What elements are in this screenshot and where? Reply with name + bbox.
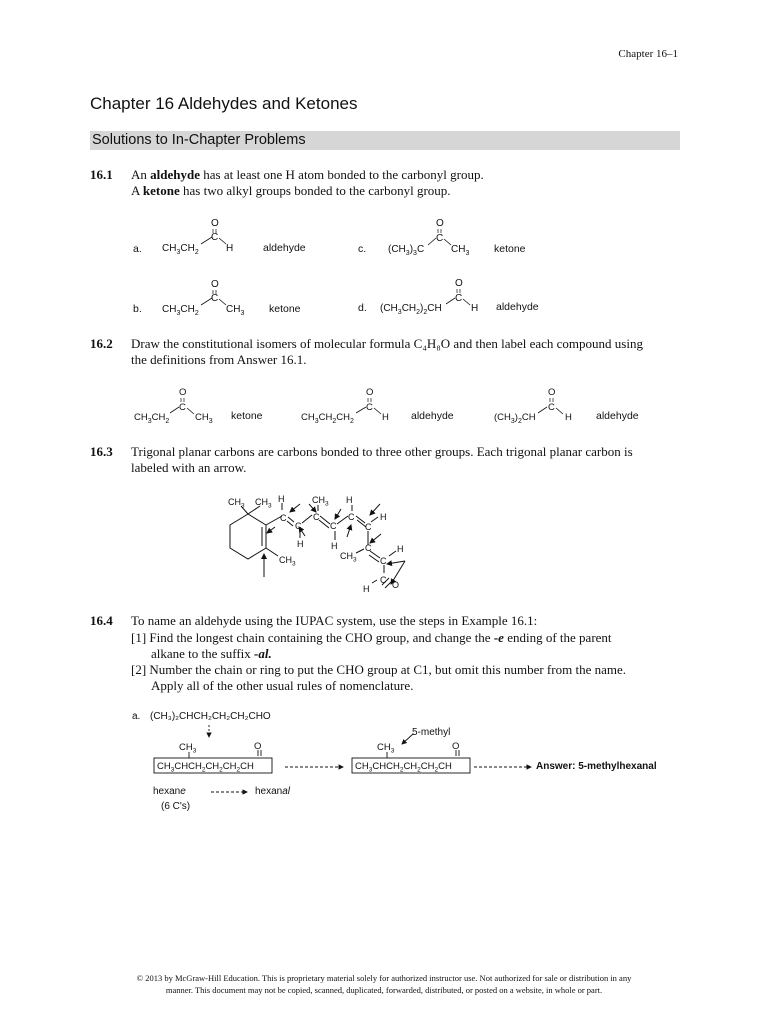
problem-number-16-4: 16.4 — [90, 613, 113, 628]
compound-label: ketone — [231, 410, 263, 422]
svg-text:O: O — [179, 387, 187, 398]
svg-text:O: O — [455, 278, 463, 289]
svg-text:H: H — [331, 541, 338, 551]
svg-text:H: H — [380, 512, 387, 522]
item-letter: a. — [133, 243, 142, 255]
svg-text:CH3: $CH_3$ — [226, 304, 245, 317]
svg-text:CH3CHCH2CH2CH2CH: $CH_3CHCH_2CH_2CH_2CH$ — [355, 761, 452, 774]
svg-text:C: C — [280, 513, 287, 523]
svg-text:H: H — [471, 303, 479, 314]
svg-text:C: C — [455, 293, 463, 304]
svg-text:CH3CH2: $CH_3CH_2$ — [162, 304, 199, 317]
svg-text:H: H — [397, 544, 404, 554]
part-a-formula: (CH₃)₂CHCH₂CH₂CH₂CHO — [150, 711, 271, 722]
svg-text:O: O — [436, 218, 444, 229]
p16-3-line1: Trigonal planar carbons are carbons bonded to three other groups. Each trigonal planar carbon is — [131, 444, 633, 459]
p16-4-step2b: Apply all of the other usual rules of nomenclature. — [151, 678, 414, 693]
svg-text:H: H — [363, 584, 370, 594]
svg-text:CH3: $CH_3$ — [228, 497, 245, 510]
compound-label: aldehyde — [596, 410, 639, 422]
svg-text:CH3: $CH_3$ — [377, 742, 395, 755]
svg-text:O: O — [254, 741, 262, 752]
footer-line-1: © 2013 by McGraw-Hill Education. This is proprietary material solely for authorized instructor use. Not authorized for sale or distribution in any — [136, 973, 632, 983]
copyright-footer — [80, 972, 688, 996]
section-band-title: Solutions to In-Chapter Problems — [92, 132, 306, 148]
p16-4-intro: To name an aldehyde using the IUPAC system, use the steps in Example 16.1: — [131, 613, 538, 628]
svg-text:CH3: $CH_3$ — [312, 495, 329, 508]
compound-label: aldehyde — [263, 242, 306, 254]
svg-text:O: O — [211, 279, 219, 290]
svg-text:O: O — [211, 218, 219, 229]
svg-text:CH3: $CH_3$ — [179, 742, 197, 755]
p16-4-step1b: alkane to the suffix -al. — [151, 646, 272, 661]
svg-text:H: H — [278, 494, 285, 504]
svg-text:O: O — [392, 580, 400, 590]
hexanal-label: hexanal — [255, 786, 291, 797]
svg-text:O: O — [452, 741, 460, 752]
problem-number-16-2: 16.2 — [90, 336, 113, 351]
svg-text:C: C — [179, 402, 186, 413]
svg-text:C: C — [548, 402, 555, 413]
svg-text:(CH3)3C: $(CH_3)_3C$ — [388, 244, 425, 257]
p16-2-line2: the definitions from Answer 16.1. — [131, 352, 307, 367]
svg-text:C: C — [211, 293, 219, 304]
svg-text:O: O — [366, 387, 374, 398]
svg-text:C: C — [365, 543, 372, 553]
svg-text:O: O — [548, 387, 556, 398]
item-letter: b. — [133, 303, 142, 315]
compound-label: ketone — [494, 243, 526, 255]
problem-number-16-3: 16.3 — [90, 444, 113, 459]
svg-text:CH3: $CH_3$ — [195, 412, 213, 425]
p16-3-line2: labeled with an arrow. — [131, 460, 247, 475]
item-letter: c. — [358, 243, 367, 255]
problem-number-16-1: 16.1 — [90, 167, 113, 182]
svg-text:CH3: $CH_3$ — [340, 551, 357, 564]
svg-text:H: H — [297, 539, 304, 549]
svg-text:CH3: $CH_3$ — [279, 555, 296, 568]
p16-4-step1a: [1] Find the longest chain containing the CHO group, and change the -e ending of the parent — [131, 630, 612, 645]
p16-2-line1: Draw the constitutional isomers of molecular formula C₄H₈O and then label each compound using — [131, 336, 643, 351]
svg-text:C: C — [313, 512, 320, 522]
svg-text:C: C — [211, 232, 219, 243]
svg-text:(CH3CH2)2CH: $(CH_3CH_2)_2CH$ — [380, 303, 442, 316]
svg-text:CH3CH2CH2: $CH_3CH_2CH_2$ — [301, 412, 354, 425]
svg-text:C: C — [365, 522, 372, 532]
svg-text:H: H — [382, 412, 389, 423]
carbon-count: (6 C's) — [161, 801, 191, 812]
hexane-label: hexane — [153, 786, 186, 797]
svg-text:(CH3)2CH: $(CH_3)_2CH$ — [494, 412, 536, 425]
svg-text:C: C — [380, 556, 387, 566]
svg-text:CH3: $CH_3$ — [451, 244, 470, 257]
svg-text:H: H — [565, 412, 572, 423]
svg-text:C: C — [380, 575, 387, 585]
methyl-note: 5-methyl — [412, 727, 451, 738]
running-head: Chapter 16–1 — [618, 48, 678, 60]
svg-text:C: C — [330, 521, 337, 531]
svg-text:CH3CH2: $CH_3CH_2$ — [162, 243, 199, 256]
svg-text:C: C — [295, 521, 302, 531]
svg-text:H: H — [226, 243, 234, 254]
svg-text:CH3CH2: $CH_3CH_2$ — [134, 412, 170, 425]
svg-text:CH3CHCH2CH2CH2CH: $CH_3CHCH_2CH_2CH_2CH$ — [157, 761, 254, 774]
p16-4-step2a: [2] Number the chain or ring to put the CHO group at C1, but omit this number from the name. — [131, 662, 626, 677]
answer-text: Answer: 5-methylhexanal — [536, 761, 657, 772]
chapter-title: Chapter 16 Aldehydes and Ketones — [90, 94, 358, 113]
footer-line-2: manner. This document may not be copied, scanned, duplicated, forwarded, distributed, or posted on a website, in whole or part. — [165, 985, 603, 995]
svg-text:CH3: $CH_3$ — [255, 497, 272, 510]
svg-text:H: H — [346, 495, 353, 505]
p16-1-line1: An aldehyde has at least one H atom bonded to the carbonyl group. — [131, 167, 484, 182]
compound-label: ketone — [269, 303, 301, 315]
compound-label: aldehyde — [496, 301, 539, 313]
svg-text:C: C — [436, 233, 444, 244]
p16-1-line2: A ketone has two alkyl groups bonded to the carbonyl group. — [131, 183, 451, 198]
part-letter: a. — [132, 711, 141, 722]
compound-label: aldehyde — [411, 410, 454, 422]
svg-text:C: C — [366, 402, 373, 413]
svg-text:C: C — [348, 512, 355, 522]
item-letter: d. — [358, 302, 367, 314]
